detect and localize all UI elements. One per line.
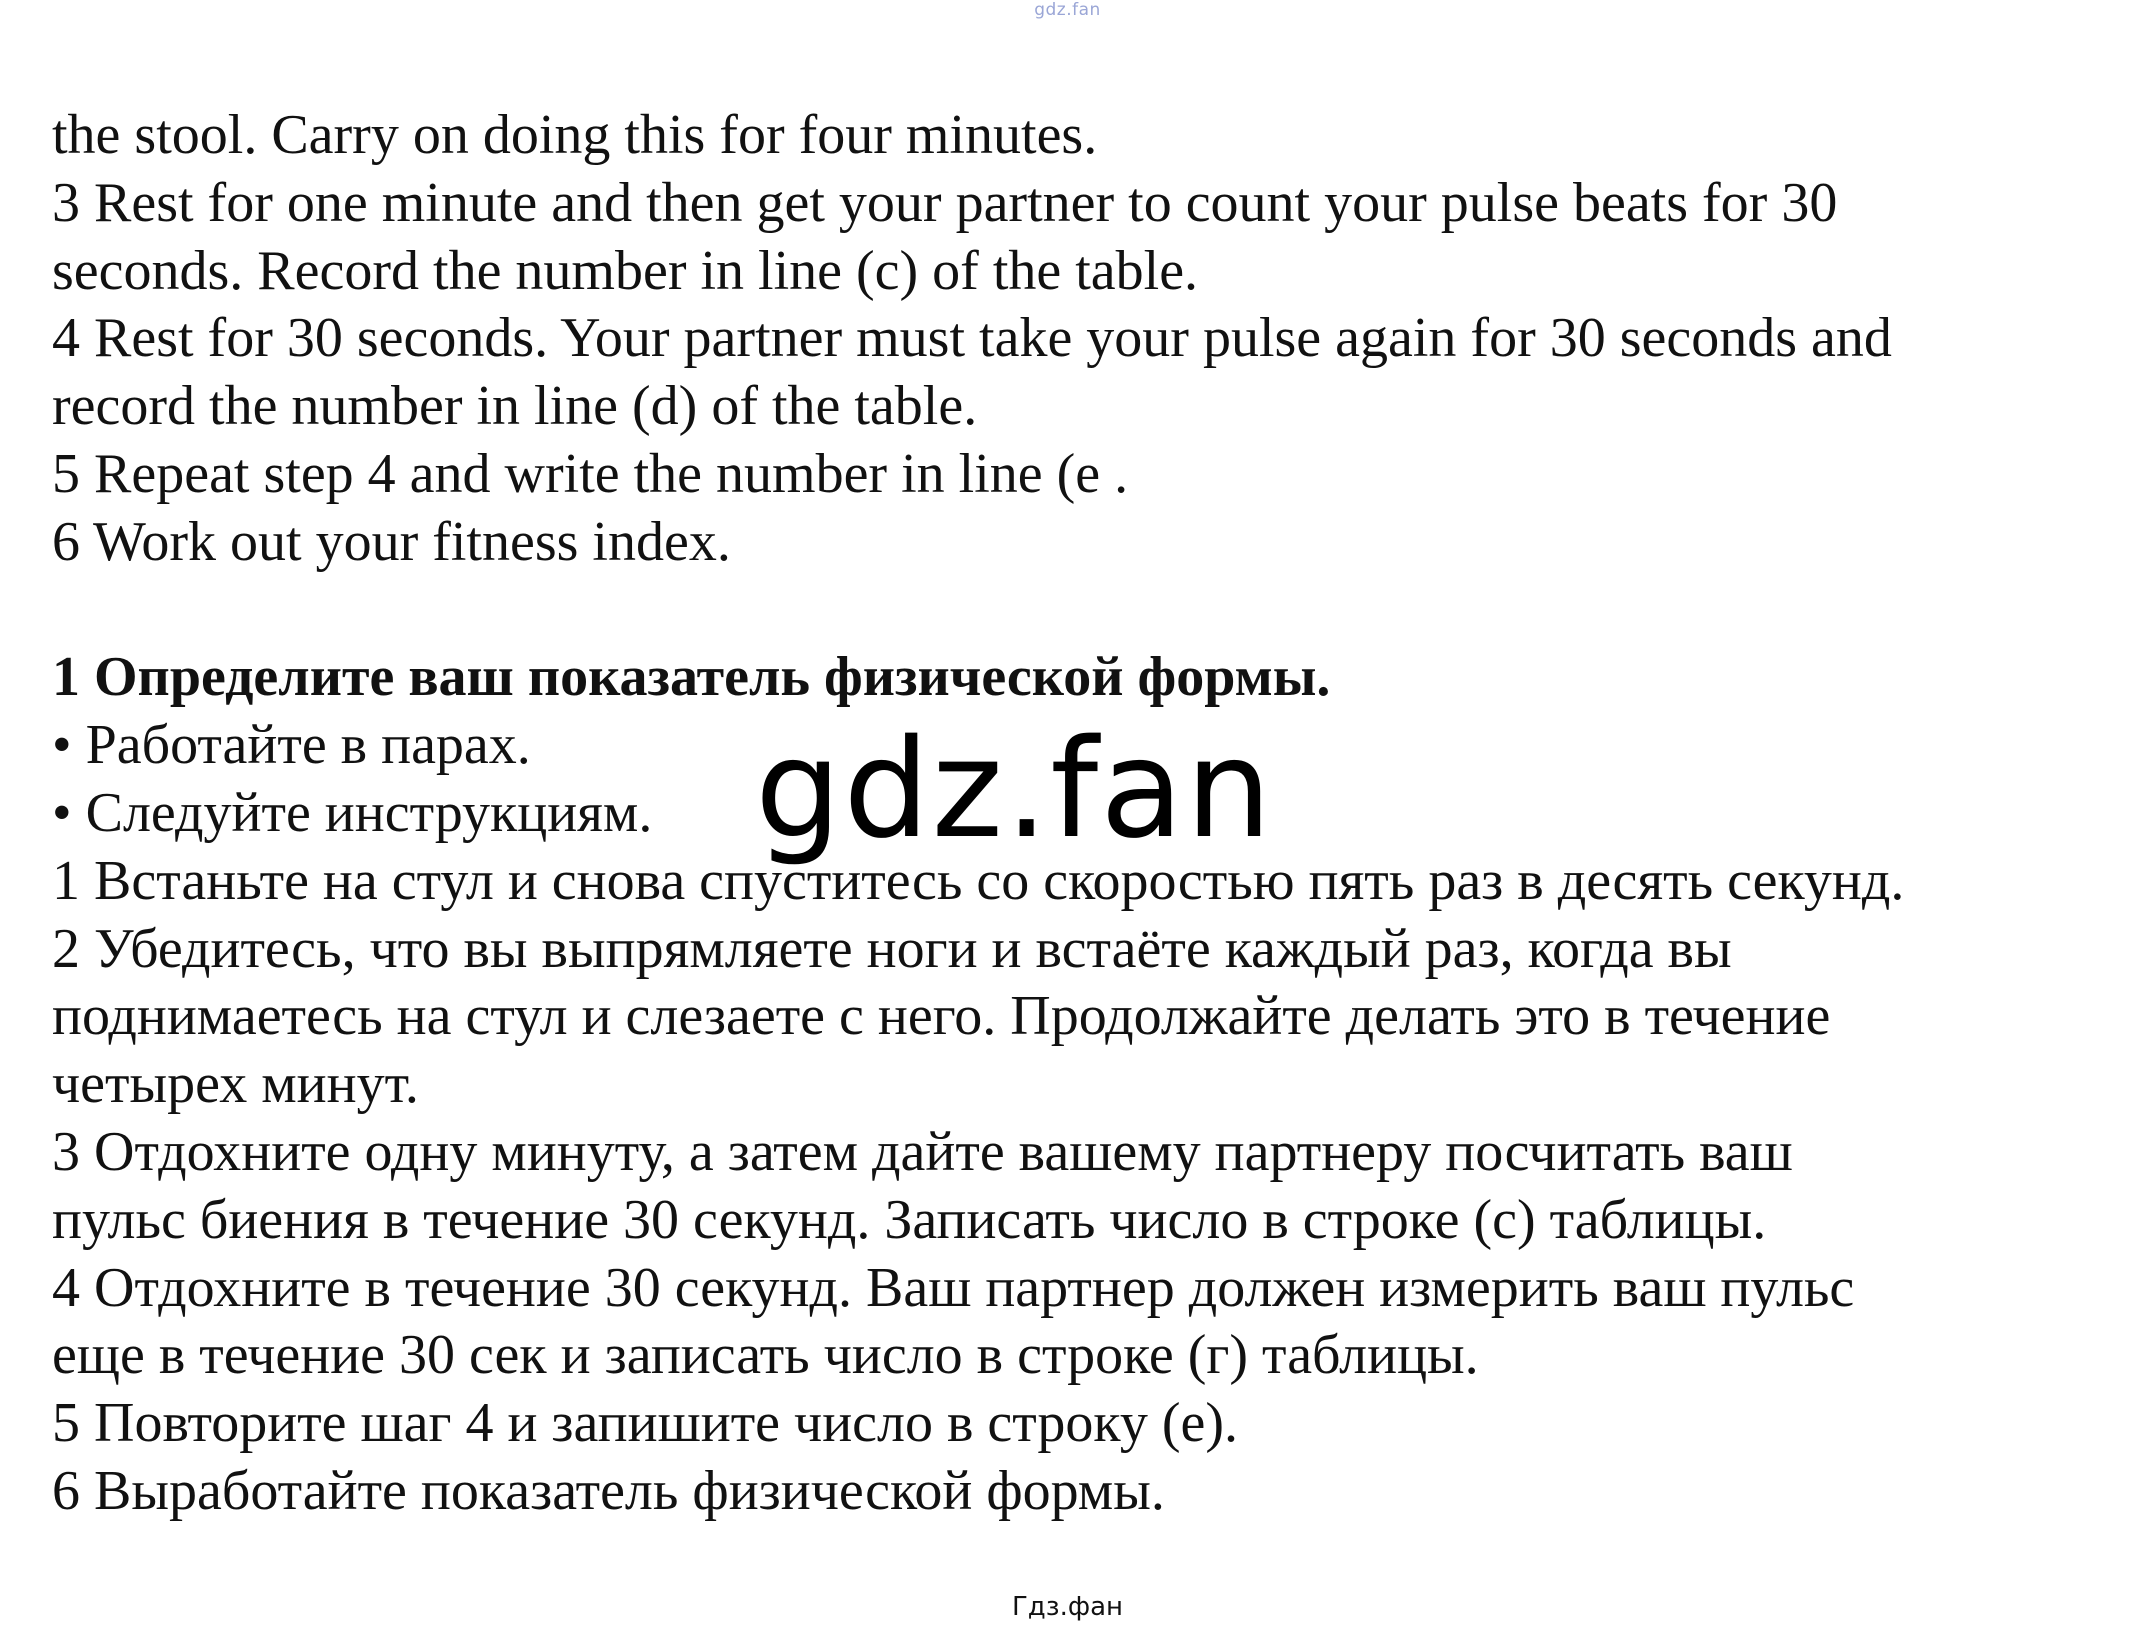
english-line: seconds. Record the number in line (c) of the table.	[52, 239, 1199, 302]
russian-line: 5 Повторите шаг 4 и запишите число в строку (е).	[52, 1392, 1238, 1455]
russian-line: четырех минут.	[52, 1053, 419, 1116]
russian-line: 3 Отдохните одну минуту, а затем дайте вашему партнеру посчитать ваш	[52, 1120, 1793, 1183]
russian-line: поднимаетесь на стул и слезаете с него. Продолжайте делать это в течение	[52, 985, 1831, 1048]
russian-line: 4 Отдохните в течение 30 секунд. Ваш партнер должен измерить ваш пульс	[52, 1256, 1855, 1319]
english-line: 6 Work out your fitness index.	[52, 510, 731, 573]
russian-line: 2 Убедитесь, что вы выпрямляете ноги и встаёте каждый раз, когда вы	[52, 917, 1732, 980]
english-line: 5 Repeat step 4 and write the number in line (e .	[52, 442, 1129, 505]
russian-line: 6 Выработайте показатель физической формы.	[52, 1459, 1165, 1522]
english-line: the stool. Carry on doing this for four minutes.	[52, 104, 1098, 166]
center-watermark: gdz.fan	[755, 711, 1274, 869]
russian-line: • Работайте в парах.	[52, 714, 531, 777]
english-line: record the number in line (d) of the table.	[52, 375, 978, 438]
russian-heading: 1 Определите ваш показатель физической формы.	[52, 646, 1331, 709]
paragraph-gap	[52, 577, 2112, 645]
russian-line: еще в течение 30 сек и записать число в строке (г) таблицы.	[52, 1324, 1479, 1387]
english-line: 4 Rest for 30 seconds. Your partner must take your pulse again for 30 seconds and	[52, 307, 1892, 370]
russian-line: 1 Встаньте на стул и снова спуститесь со скоростью пять раз в десять секунд.	[52, 849, 1905, 912]
top-watermark: gdz.fan	[1034, 0, 1101, 20]
footer-watermark: Гдз.фан	[1011, 1592, 1124, 1622]
russian-line: • Следуйте инструкциям.	[52, 781, 653, 844]
russian-line: пульс биения в течение 30 секунд. Записать число в строке (с) таблицы.	[52, 1188, 1767, 1251]
english-line: 3 Rest for one minute and then get your partner to count your pulse beats for 30	[52, 171, 1838, 234]
